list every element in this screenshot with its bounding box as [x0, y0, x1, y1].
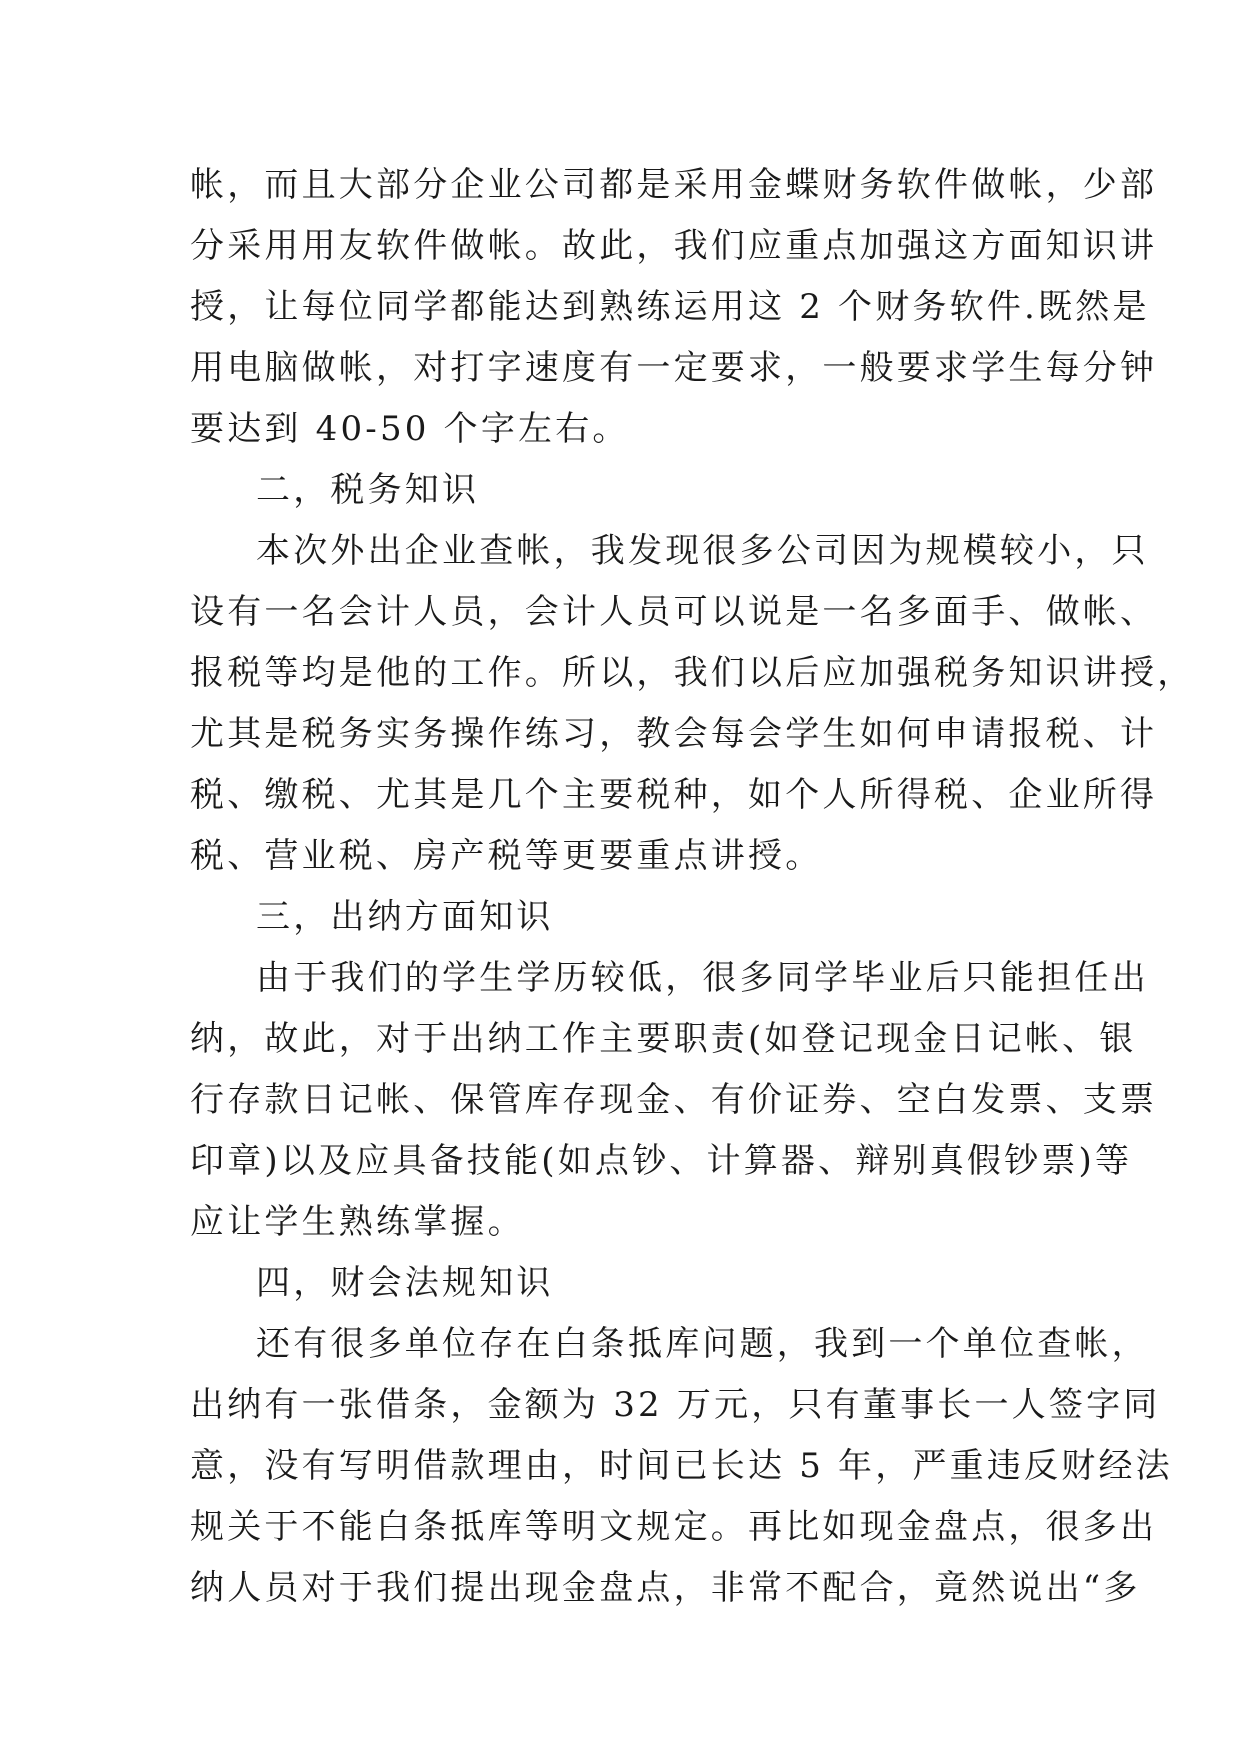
text-line: 出纳有一张借条，金额为 32 万元，只有董事长一人签字同: [190, 1385, 1161, 1425]
text-line: 印章)以及应具备技能(如点钞、计算器、辩别真假钞票)等: [190, 1141, 1133, 1181]
text-line: 规关于不能白条抵库等明文规定。再比如现金盘点，很多出: [190, 1507, 1158, 1547]
section-heading-cashier: 三，出纳方面知识: [256, 897, 554, 937]
section-heading-tax: 二，税务知识: [256, 470, 480, 510]
text-line: 授，让每位同学都能达到熟练运用这 2 个财务软件.既然是: [190, 287, 1150, 327]
text-line: 要达到 40-50 个字左右。: [190, 409, 630, 449]
section-heading-regulations: 四，财会法规知识: [256, 1263, 554, 1303]
paragraph-first-line: 还有很多单位存在白条抵库问题，我到一个单位查帐，: [256, 1324, 1149, 1364]
text-line: 纳，故此，对于出纳工作主要职责(如登记现金日记帐、银: [190, 1019, 1137, 1059]
paragraph-first-line: 由于我们的学生学历较低，很多同学毕业后只能担任出: [256, 958, 1149, 998]
text-line: 设有一名会计人员，会计人员可以说是一名多面手、做帐、: [190, 592, 1158, 632]
text-line: 行存款日记帐、保管库存现金、有价证券、空白发票、支票: [190, 1080, 1158, 1120]
paragraph-first-line: 本次外出企业查帐，我发现很多公司因为规模较小，只: [256, 531, 1149, 571]
text-line: 税、营业税、房产税等更要重点讲授。: [190, 836, 823, 876]
text-line: 分采用用友软件做帐。故此，我们应重点加强这方面知识讲: [190, 226, 1158, 266]
text-line: 用电脑做帐，对打字速度有一定要求，一般要求学生每分钟: [190, 348, 1158, 388]
document-page: [190, 155, 1195, 1619]
text-line: 帐，而且大部分企业公司都是采用金蝶财务软件做帐，少部: [190, 165, 1158, 205]
text-line: 应让学生熟练掌握。: [190, 1202, 525, 1242]
text-line: 意，没有写明借款理由，时间已长达 5 年，严重违反财经法: [190, 1446, 1173, 1486]
text-line: 报税等均是他的工作。所以，我们以后应加强税务知识讲授，: [190, 653, 1195, 693]
text-line: 纳人员对于我们提出现金盘点，非常不配合，竟然说出“多: [190, 1568, 1141, 1608]
text-line: 税、缴税、尤其是几个主要税种，如个人所得税、企业所得: [190, 775, 1158, 815]
text-line: 尤其是税务实务操作练习，教会每会学生如何申请报税、计: [190, 714, 1158, 754]
